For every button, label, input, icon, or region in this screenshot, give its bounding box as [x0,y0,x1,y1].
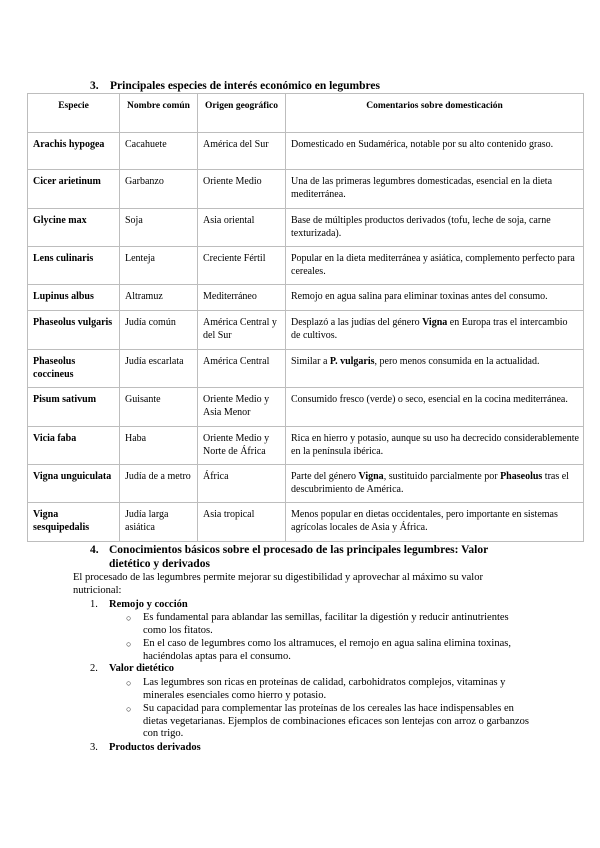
cell-nombre: Soja [120,209,198,247]
cell-nombre: Judía de a metro [120,465,198,503]
table-row [28,350,584,388]
cell-origen: Creciente Fértil [198,247,286,285]
cell-comentario: Una de las primeras legumbres domesticadas, esencial en la dieta mediterránea. [286,170,584,209]
section-4-title: Conocimientos básicos sobre el procesado de las principales legumbres: Valor dietético y derivados [109,544,488,570]
section-3-title: Principales especies de interés económico en legumbres [110,80,380,92]
header-comentarios: Comentarios sobre domesticación [286,94,584,133]
table-row [28,465,584,503]
cell-especie: Glycine max [28,209,120,247]
table-row [28,311,584,350]
cell-especie: Lens culinaris [28,247,120,285]
cell-nombre: Haba [120,427,198,465]
cell-especie: Pisum sativum [28,388,120,427]
cell-nombre: Altramuz [120,285,198,311]
cell-especie: Vicia faba [28,427,120,465]
cell-origen: América Central [198,350,286,388]
cell-comentario: Rica en hierro y potasio, aunque su uso ha decrecido considerablemente en la península ibérica. [286,427,584,465]
cell-nombre: Lenteja [120,247,198,285]
cell-comentario: Desplazó a las judías del género Vigna en Europa tras el intercambio de cultivos. [286,311,584,350]
cell-especie: Cicer arietinum [28,170,120,209]
cell-origen: América del Sur [198,133,286,170]
table-row [28,427,584,465]
table-row [28,388,584,427]
section-4-number: 4. [90,544,99,556]
cell-origen: Oriente Medio y Norte de África [198,427,286,465]
table-row [28,247,584,285]
hollow-circle-bullet-icon: ○ [126,639,132,649]
cell-origen: Oriente Medio y Asia Menor [198,388,286,427]
cell-comentario: Similar a P. vulgaris, pero menos consumida en la actualidad. [286,350,584,388]
list-item-title: Remojo y cocción [109,599,188,610]
list-item-productos-derivados: 3. Productos derivados [90,742,201,753]
cell-comentario: Domesticado en Sudamérica, notable por su alto contenido graso. [286,133,584,170]
cell-comentario: Base de múltiples productos derivados (tofu, leche de soja, carne texturizada). [286,209,584,247]
cell-especie: Lupinus albus [28,285,120,311]
cell-especie: Vigna sesquipedalis [28,503,120,542]
cell-comentario: Popular en la dieta mediterránea y asiática, complemento perfecto para cereales. [286,247,584,285]
table-row [28,133,584,170]
cell-comentario: Consumido fresco (verde) o seco, esencial en la cocina mediterránea. [286,388,584,427]
list-item-remojo: 1. Remojo y cocción [90,599,188,610]
species-table [27,93,584,542]
section-4-intro: El procesado de las legumbres permite mejorar su digestibilidad y aprovechar al máximo su valor nutricional: [73,572,483,596]
list-item-valor-dietetico: 2. Valor dietético [90,663,175,674]
list-item-title: Valor dietético [109,663,175,674]
cell-especie: Phaseolus coccineus [28,350,120,388]
cell-nombre: Judía larga asiática [120,503,198,542]
header-especie: Especie [28,94,120,133]
cell-comentario: Parte del género Vigna, sustituido parcialmente por Phaseolus tras el descubrimiento de América. [286,465,584,503]
cell-origen: Asia tropical [198,503,286,542]
header-origen-geografico: Origen geográfico [198,94,286,133]
section-4-heading [90,543,510,571]
cell-especie: Vigna unguiculata [28,465,120,503]
cell-origen: Asia oriental [198,209,286,247]
list-item-title: Productos derivados [109,742,201,753]
bullet-item: ○ Las legumbres son ricas en proteínas de calidad, carbohidratos complejos, vitaminas y minerales esenciales como hierro y potasio. [126,677,506,701]
cell-especie: Arachis hypogea [28,133,120,170]
cell-nombre: Guisante [120,388,198,427]
hollow-circle-bullet-icon: ○ [126,704,132,714]
cell-especie: Phaseolus vulgaris [28,311,120,350]
cell-origen: África [198,465,286,503]
cell-nombre: Cacahuete [120,133,198,170]
cell-comentario: Menos popular en dietas occidentales, pero importante en sistemas agrícolas locales de Asia y África. [286,503,584,542]
cell-comentario: Remojo en agua salina para eliminar toxinas antes del consumo. [286,285,584,311]
table-header-row [28,94,584,133]
cell-origen: América Central y del Sur [198,311,286,350]
header-nombre-comun: Nombre común [120,94,198,133]
cell-nombre: Judía escarlata [120,350,198,388]
hollow-circle-bullet-icon: ○ [126,613,132,623]
table-row [28,503,584,542]
cell-nombre: Garbanzo [120,170,198,209]
section-3-heading [90,80,380,92]
bullet-item: ○ Es fundamental para ablandar las semillas, facilitar la digestión y reducir antinutrientes como los fitatos. [126,612,509,636]
section-3-number: 3. [90,80,99,92]
cell-origen: Oriente Medio [198,170,286,209]
cell-nombre: Judía común [120,311,198,350]
bullet-item: ○ Su capacidad para complementar las proteínas de los cereales las hace indispensables en dietas vegetarianas. Ejemplos de combinaciones eficaces son lentejas con arroz o garbanzos con trigo. [126,703,530,739]
hollow-circle-bullet-icon: ○ [126,678,132,688]
table-row [28,170,584,209]
cell-origen: Mediterráneo [198,285,286,311]
bullet-item: ○ En el caso de legumbres como los altramuces, el remojo en agua salina elimina toxinas, haciéndolas aptas para el consumo. [126,638,511,662]
table-row [28,209,584,247]
table-row [28,285,584,311]
